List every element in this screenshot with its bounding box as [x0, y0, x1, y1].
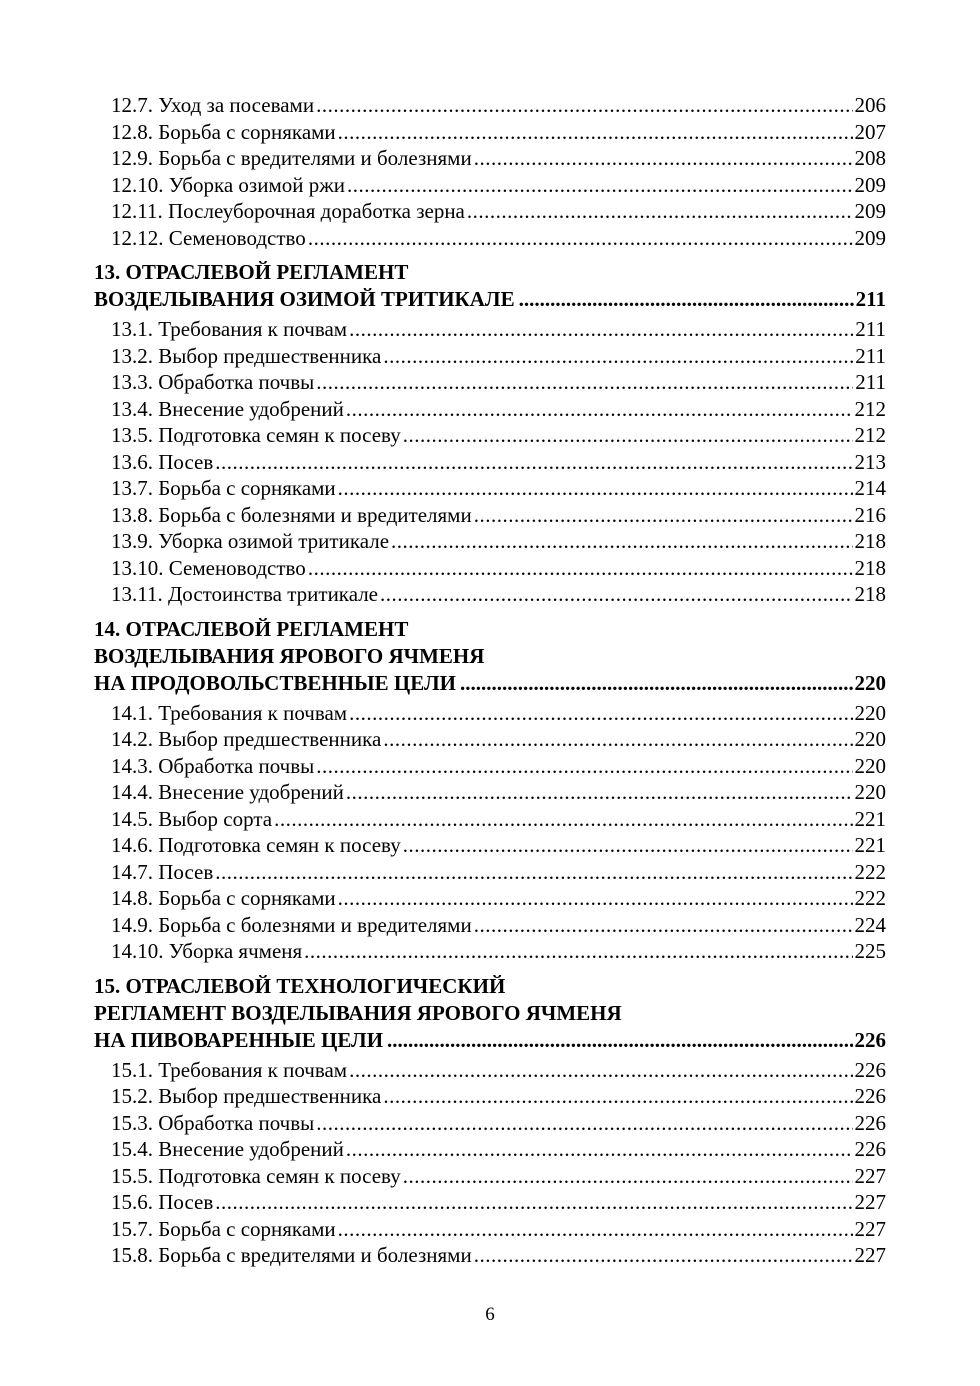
- toc-entry-page: 212: [854, 423, 886, 447]
- toc-entry-title: 15.3. Обработка почвы: [111, 1110, 315, 1135]
- toc-entry-title: 13.1. Требования к почвам: [111, 317, 348, 341]
- dot-leader: [391, 528, 852, 555]
- toc-entry[interactable]: [111, 700, 886, 727]
- toc-entry-page: 220: [854, 700, 886, 725]
- dot-leader: [304, 938, 852, 965]
- dot-leader: [383, 343, 853, 370]
- section-heading-line: 15. ОТРАСЛЕВОЙ ТЕХНОЛОГИЧЕСКИЙ: [94, 973, 506, 998]
- toc-entry[interactable]: [111, 225, 886, 252]
- toc-entry[interactable]: [111, 475, 886, 502]
- dot-leader: [403, 832, 853, 859]
- toc-entry[interactable]: [111, 316, 886, 343]
- toc-section-heading[interactable]: [94, 616, 886, 697]
- dot-leader: [403, 422, 853, 449]
- section-heading-line: ВОЗДЕЛЫВАНИЯ ЯРОВОГО ЯЧМЕНЯ: [94, 643, 485, 668]
- toc-entry[interactable]: [111, 832, 886, 859]
- section-page: 226: [854, 1027, 886, 1052]
- toc-entry[interactable]: [111, 369, 886, 396]
- toc-entry-title: 15.5. Подготовка семян к посеву: [111, 1163, 401, 1188]
- dot-leader: [349, 316, 853, 343]
- section-heading-text: НА ПИВОВАРЕННЫЕ ЦЕЛИ: [94, 1027, 384, 1052]
- toc-entry-title: 15.6. Посев: [111, 1190, 214, 1214]
- toc-entry[interactable]: [111, 343, 886, 370]
- toc-entry-title: 12.11. Послеуборочная доработка зерна: [111, 199, 465, 223]
- dot-leader: [474, 502, 853, 529]
- toc-entry-title: 14.1. Требования к почвам: [111, 700, 348, 725]
- toc-entry-page: 220: [854, 727, 886, 751]
- toc-entry-title: 13.9. Уборка озимой тритикале: [111, 529, 390, 553]
- toc-entry-title: 12.7. Уход за посевами: [111, 93, 315, 117]
- toc-entry[interactable]: [111, 1083, 886, 1110]
- dot-leader: [474, 1242, 853, 1269]
- toc-entry[interactable]: [111, 449, 886, 476]
- dot-leader: [403, 1163, 853, 1190]
- toc-entry-title: 13.4. Внесение удобрений: [111, 396, 344, 421]
- toc-entry-page: 209: [854, 225, 886, 250]
- toc-entry-title: 12.10. Уборка озимой ржи: [111, 172, 345, 197]
- dot-leader: [474, 145, 853, 172]
- toc-entry[interactable]: [111, 1057, 886, 1084]
- toc-entry-page: 211: [855, 317, 886, 341]
- toc-entry[interactable]: [111, 885, 886, 912]
- toc-entry[interactable]: [111, 1189, 886, 1216]
- toc-entry-title: 14.10. Уборка ячменя: [111, 939, 303, 963]
- toc-entry-title: 12.8. Борьба с сорняками: [111, 119, 336, 144]
- toc-entry-page: 225: [854, 939, 886, 963]
- toc-entry-title: 14.8. Борьба с сорняками: [111, 886, 336, 910]
- section-heading-last-line: [94, 286, 886, 313]
- section-page: 211: [855, 287, 886, 311]
- dot-leader: [474, 912, 853, 939]
- dot-leader: [349, 1057, 852, 1084]
- section-heading-line: РЕГЛАМЕНТ ВОЗДЕЛЫВАНИЯ ЯРОВОГО ЯЧМЕНЯ: [94, 1000, 622, 1025]
- toc-entry[interactable]: [111, 172, 886, 199]
- toc-entry-title: 13.10. Семеноводство: [111, 555, 306, 580]
- toc-entry-page: 227: [854, 1216, 886, 1241]
- toc-entry-title: 13.2. Выбор предшественника: [111, 343, 382, 368]
- toc-entry[interactable]: [111, 92, 886, 119]
- toc-entry-page: 227: [854, 1163, 886, 1188]
- dot-leader: [346, 1136, 853, 1163]
- toc-entry[interactable]: [111, 528, 886, 555]
- toc-entry-title: 13.11. Достоинства тритикале: [111, 582, 379, 606]
- toc-entry-title: 14.5. Выбор сорта: [111, 806, 273, 831]
- toc-entry-page: 222: [854, 859, 886, 884]
- toc-entry[interactable]: [111, 912, 886, 939]
- section-page: 220: [854, 670, 886, 695]
- dot-leader: [308, 225, 853, 252]
- toc-entry-title: 14.7. Посев: [111, 859, 214, 884]
- dot-leader: [460, 670, 853, 697]
- toc-entry-title: 13.6. Посев: [111, 449, 214, 474]
- section-heading-line: 13. ОТРАСЛЕВОЙ РЕГЛАМЕНТ: [94, 260, 409, 284]
- dot-leader: [383, 1083, 852, 1110]
- toc-entry-title: 14.9. Борьба с болезнями и вредителями: [111, 912, 472, 937]
- dot-leader: [519, 286, 854, 313]
- toc-entry-page: 213: [854, 449, 886, 474]
- dot-leader: [316, 92, 852, 119]
- toc-entry-title: 14.4. Внесение удобрений: [111, 780, 344, 804]
- dot-leader: [349, 700, 852, 727]
- toc-entry-title: 13.7. Борьба с сорняками: [111, 476, 336, 500]
- toc-entry-title: 14.2. Выбор предшественника: [111, 727, 382, 751]
- toc-entry[interactable]: [111, 198, 886, 225]
- dot-leader: [308, 555, 853, 582]
- toc-entry-page: 218: [854, 555, 886, 580]
- toc-entry-title: 13.8. Борьба с болезнями и вредителями: [111, 502, 472, 527]
- toc-entry[interactable]: [111, 859, 886, 886]
- section-heading-text: ВОЗДЕЛЫВАНИЯ ОЗИМОЙ ТРИТИКАЛЕ: [94, 287, 515, 311]
- section-heading-last-line: [94, 670, 886, 697]
- toc-entry[interactable]: [111, 1163, 886, 1190]
- dot-leader: [338, 119, 853, 146]
- dot-leader: [316, 753, 852, 780]
- toc-entry-page: 209: [854, 199, 886, 223]
- dot-leader: [346, 396, 853, 423]
- toc-entry-title: 14.6. Подготовка семян к посеву: [111, 833, 401, 857]
- toc-entry-page: 220: [854, 780, 886, 804]
- toc-entry[interactable]: [111, 806, 886, 833]
- toc-entry-page: 221: [854, 806, 886, 831]
- toc-entry-title: 15.7. Борьба с сорняками: [111, 1216, 336, 1241]
- toc-entry-page: 209: [854, 172, 886, 197]
- toc-entry-page: 221: [854, 833, 886, 857]
- toc-section-heading[interactable]: [94, 259, 886, 313]
- toc-entry-title: 15.8. Борьба с вредителями и болезнями: [111, 1243, 472, 1267]
- toc-entry[interactable]: [111, 1136, 886, 1163]
- toc-entry-page: 226: [854, 1057, 886, 1082]
- toc-entry-page: 227: [854, 1190, 886, 1214]
- toc-entry-title: 12.12. Семеноводство: [111, 225, 306, 250]
- dot-leader: [215, 859, 852, 886]
- toc-entry[interactable]: [111, 396, 886, 423]
- toc-entry-title: 13.5. Подготовка семян к посеву: [111, 423, 401, 447]
- toc-entry-title: 15.1. Требования к почвам: [111, 1057, 348, 1082]
- dot-leader: [338, 475, 853, 502]
- toc-entry-page: 222: [854, 886, 886, 910]
- toc-entry[interactable]: [111, 938, 886, 965]
- section-heading-last-line: [94, 1027, 886, 1054]
- toc-entry-page: 220: [854, 753, 886, 778]
- toc-entry-page: 224: [854, 912, 886, 937]
- toc-entry[interactable]: [111, 581, 886, 608]
- toc-entry[interactable]: [111, 726, 886, 753]
- toc-entry-page: 226: [854, 1084, 886, 1108]
- dot-leader: [380, 581, 852, 608]
- dot-leader: [215, 449, 852, 476]
- toc-entry-title: 15.4. Внесение удобрений: [111, 1137, 344, 1161]
- toc-entry[interactable]: [111, 422, 886, 449]
- toc-entry-page: 227: [854, 1243, 886, 1267]
- section-heading-line: 14. ОТРАСЛЕВОЙ РЕГЛАМЕНТ: [94, 616, 409, 641]
- dot-leader: [346, 779, 853, 806]
- dot-leader: [383, 726, 852, 753]
- toc-entry[interactable]: [111, 1216, 886, 1243]
- toc-entry-title: 15.2. Выбор предшественника: [111, 1084, 382, 1108]
- toc-entry-page: 206: [854, 93, 886, 117]
- toc-entry-title: 12.9. Борьба с вредителями и болезнями: [111, 146, 472, 170]
- toc-entry[interactable]: [111, 119, 886, 146]
- toc-entry-page: 208: [854, 146, 886, 170]
- toc-entry-title: 14.3. Обработка почвы: [111, 753, 315, 778]
- section-heading-text: НА ПРОДОВОЛЬСТВЕННЫЕ ЦЕЛИ: [94, 670, 456, 695]
- toc-entry-page: 218: [854, 582, 886, 606]
- dot-leader: [215, 1189, 852, 1216]
- table-of-contents: [94, 92, 886, 1269]
- dot-leader: [338, 1216, 853, 1243]
- toc-section-heading[interactable]: [94, 973, 886, 1054]
- dot-leader: [347, 172, 853, 199]
- toc-entry-title: 13.3. Обработка почвы: [111, 370, 315, 394]
- toc-entry[interactable]: [111, 779, 886, 806]
- dot-leader: [387, 1027, 852, 1054]
- toc-entry[interactable]: [111, 753, 886, 780]
- toc-entry[interactable]: [111, 145, 886, 172]
- toc-entry-page: 211: [855, 370, 886, 394]
- dot-leader: [274, 806, 852, 833]
- toc-entry-page: 226: [854, 1137, 886, 1161]
- toc-entry-page: 211: [855, 343, 886, 368]
- dot-leader: [467, 198, 853, 225]
- dot-leader: [316, 369, 853, 396]
- toc-entry-page: 226: [854, 1110, 886, 1135]
- dot-leader: [316, 1110, 852, 1137]
- toc-entry-page: 212: [854, 396, 886, 421]
- toc-entry[interactable]: [111, 1242, 886, 1269]
- toc-entry-page: 216: [854, 502, 886, 527]
- dot-leader: [338, 885, 853, 912]
- toc-entry-page: 214: [854, 476, 886, 500]
- toc-entry-page: 207: [854, 119, 886, 144]
- toc-entry[interactable]: [111, 555, 886, 582]
- toc-entry[interactable]: [111, 502, 886, 529]
- toc-entry-page: 218: [854, 529, 886, 553]
- toc-entry[interactable]: [111, 1110, 886, 1137]
- page-number: 6: [485, 1304, 495, 1325]
